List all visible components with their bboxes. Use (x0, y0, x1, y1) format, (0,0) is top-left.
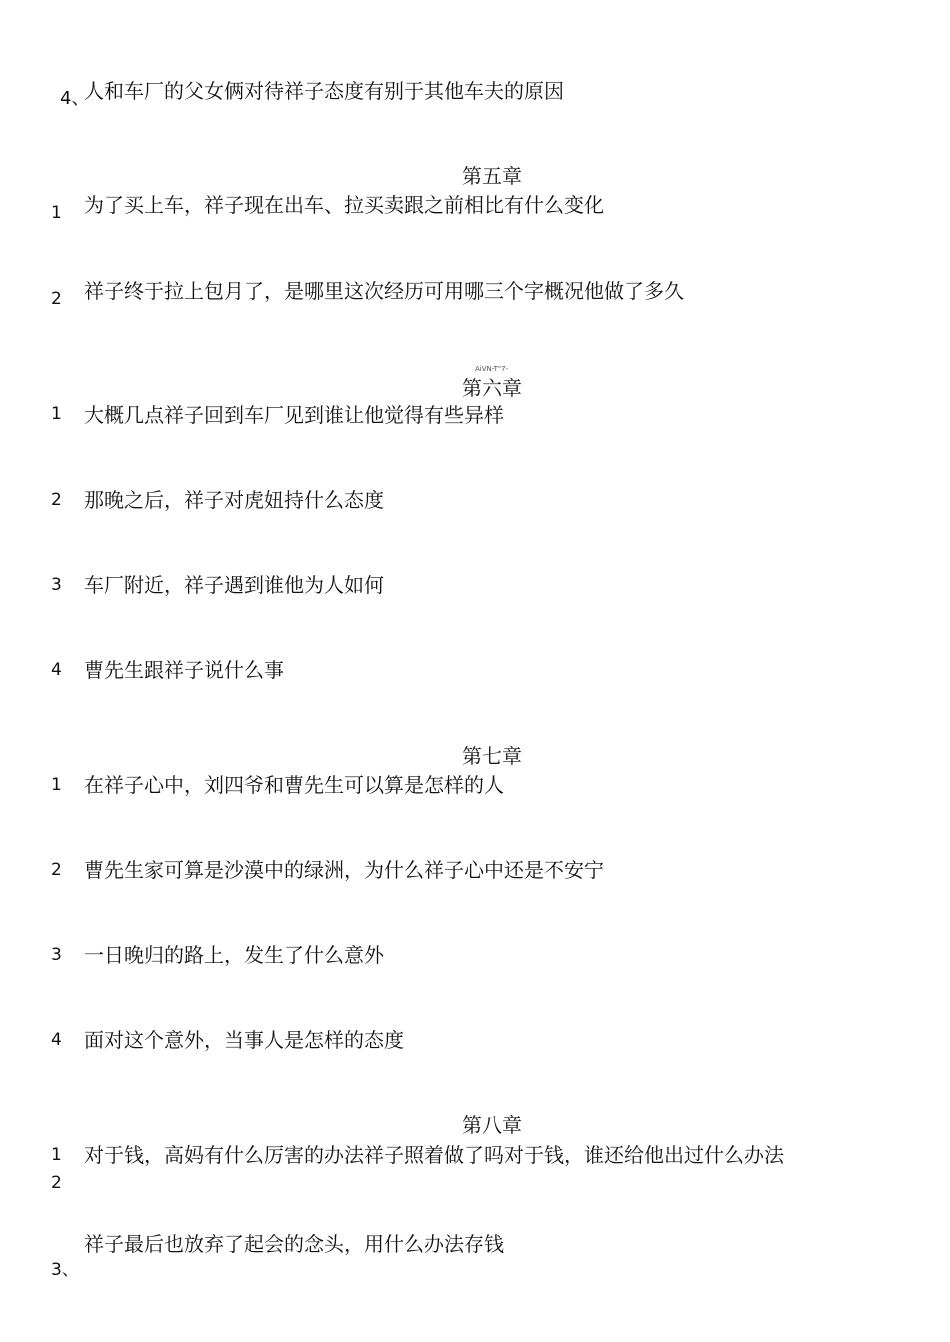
chapter-title: 第七章 (462, 744, 522, 768)
question-text: 祥子终于拉上包月了，是哪里这次经历可用哪三个字概况他做了多久 (84, 279, 684, 303)
question-text: 人和车厂的父女俩对待祥子态度有别于其他车夫的原因 (84, 79, 564, 103)
scan-artifact-text: AiVN-T"7- (475, 365, 509, 373)
chapter-title: 第六章 (462, 376, 522, 400)
question-text: 大概几点祥子回到车厂见到谁让他觉得有些异样 (84, 403, 504, 427)
question-number: 4、 (60, 88, 90, 109)
question-number: 3、 (51, 1260, 79, 1280)
question-text: 曹先生跟祥子说什么事 (84, 658, 284, 682)
question-text: 车厂附近，祥子遇到谁他为人如何 (84, 573, 384, 597)
question-text: 祥子最后也放弃了起会的念头，用什么办法存钱 (84, 1232, 504, 1256)
question-number: 4 (51, 660, 62, 680)
chapter-title: 第五章 (462, 164, 522, 188)
question-number: 3 (51, 945, 62, 965)
question-text: 曹先生家可算是沙漠中的绿洲，为什么祥子心中还是不安宁 (84, 858, 604, 882)
question-text: 一日晚归的路上，发生了什么意外 (84, 943, 384, 967)
question-number: 2 (51, 1173, 62, 1193)
chapter-title: 第八章 (462, 1113, 522, 1137)
question-number: 1 (51, 1145, 62, 1165)
question-number: 1 (51, 775, 62, 795)
question-number: 2 (51, 860, 62, 880)
question-number: 2 (51, 289, 62, 309)
question-text: 那晚之后，祥子对虎妞持什么态度 (84, 488, 384, 512)
question-text: 为了买上车，祥子现在出车、拉买卖跟之前相比有什么变化 (84, 193, 604, 217)
question-number: 1 (51, 404, 62, 424)
question-number: 1 (51, 203, 62, 223)
question-text: 对于钱，高妈有什么厉害的办法祥子照着做了吗对于钱，谁还给他出过什么办法 (84, 1143, 784, 1167)
question-text: 面对这个意外，当事人是怎样的态度 (84, 1028, 404, 1052)
question-number: 4 (51, 1030, 62, 1050)
question-number: 3 (51, 575, 62, 595)
question-number: 2 (51, 490, 62, 510)
question-text: 在祥子心中，刘四爷和曹先生可以算是怎样的人 (84, 773, 504, 797)
